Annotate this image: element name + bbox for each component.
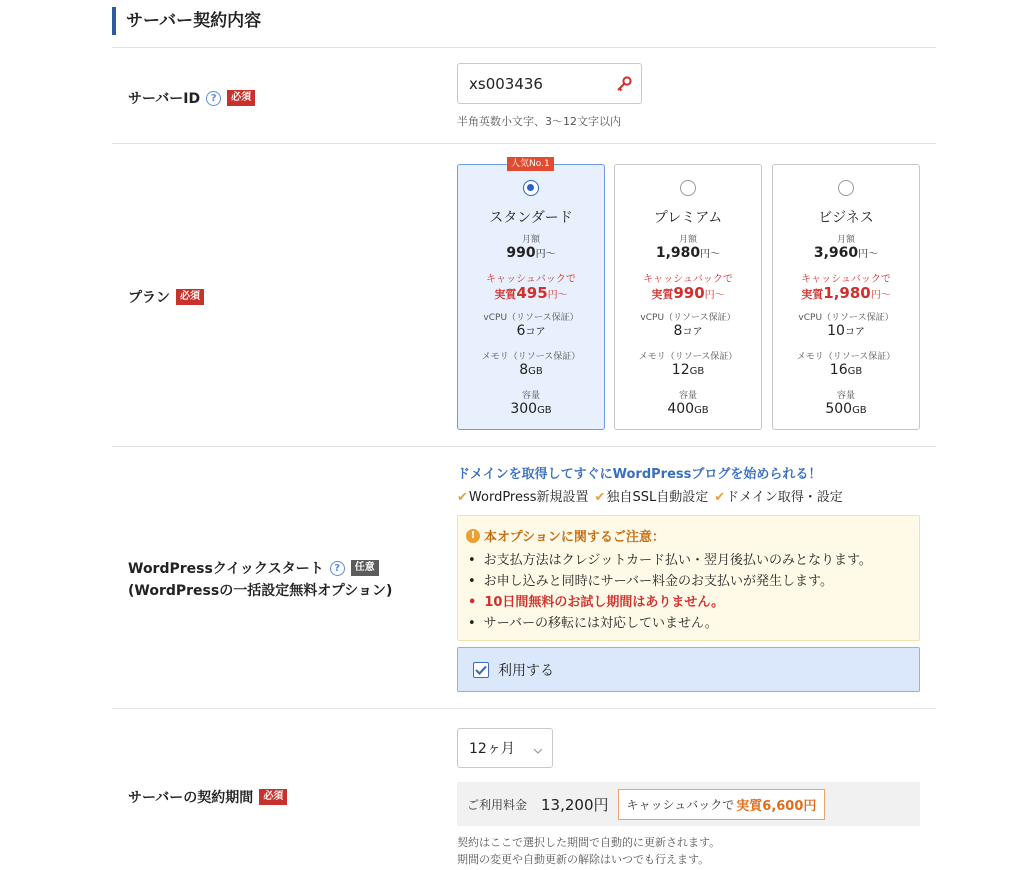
checkmark-icon: [475, 665, 487, 675]
use-label: 利用する: [498, 662, 554, 679]
storage-label: 容量: [521, 391, 540, 401]
notice-title: ! 本オプションに関するご注意：: [466, 526, 665, 545]
server-id-input[interactable]: [457, 63, 642, 104]
section-title: サーバー契約内容: [112, 7, 261, 35]
divider: [112, 143, 936, 144]
plan-name: ビジネス: [818, 210, 874, 226]
memory-label: メモリ（リソース保証）: [481, 352, 581, 362]
wordpress-label-text: WordPressクイックスタート: [128, 561, 324, 577]
divider: [112, 47, 936, 48]
wordpress-label: [128, 558, 379, 578]
popular-badge: 人気No.1: [507, 157, 554, 171]
notice-item: • お支払方法はクレジットカード払い・翌月後払いのみとなります。: [468, 550, 872, 571]
server-id-label: [128, 88, 255, 108]
memory-value: 8GB: [519, 362, 543, 378]
notice-list: [468, 550, 872, 634]
contract-note: 契約はここで選択した期間で自動的に更新されます。: [457, 836, 721, 849]
storage-label: 容量: [836, 391, 855, 401]
contract-period-value: 12ヶ月: [469, 741, 515, 757]
optional-badge: 任意: [351, 560, 379, 576]
notice-item: • サーバーの移転には対応していません。: [468, 613, 872, 634]
wordpress-headline: ドメインを取得してすぐにWordPressブログを始められる！: [457, 467, 822, 482]
vcpu-value: 10コア: [827, 323, 865, 339]
storage-label: 容量: [678, 391, 697, 401]
memory-label: メモリ（リソース保証）: [796, 352, 896, 362]
server-id-hint: 半角英数小文字、3〜12文字以内: [457, 115, 621, 128]
plan-radio-premium[interactable]: [680, 180, 696, 196]
plan-card-standard[interactable]: [457, 159, 605, 430]
required-badge: 必須: [259, 789, 287, 805]
check-icon: ✔: [714, 490, 726, 505]
monthly-price: 1,980円〜: [655, 245, 721, 261]
help-icon[interactable]: ?: [206, 91, 221, 106]
memory-label: メモリ（リソース保証）: [638, 352, 738, 362]
contract-label: [128, 787, 287, 807]
contract-period-select[interactable]: [457, 728, 553, 768]
effective-price: 実質495円〜: [494, 284, 568, 302]
required-badge: 必須: [176, 289, 204, 305]
use-wordpress-option[interactable]: [457, 647, 920, 692]
feature-item: ✔ドメイン取得・設定: [714, 490, 843, 505]
vcpu-value: 8コア: [673, 323, 703, 339]
contract-note: 期間の変更や自動更新の解除はいつでも行えます。: [457, 853, 710, 866]
effective-price: 実質1,980円〜: [801, 284, 891, 302]
storage-value: 500GB: [825, 401, 867, 417]
fee-value: 13,200円: [541, 795, 609, 814]
cashback-label: キャッシュバックで: [801, 274, 891, 285]
storage-value: 400GB: [667, 401, 709, 417]
server-id-value: xs003436: [469, 74, 543, 93]
vcpu-label: vCPU（リソース保証）: [798, 313, 894, 323]
plan-name: プレミアム: [653, 210, 723, 226]
contract-label-text: サーバーの契約期間: [128, 790, 254, 806]
cashback-box: キャッシュバックで 実質6,600円: [618, 789, 826, 820]
wordpress-sublabel: (WordPressの一括設定無料オプション): [128, 583, 393, 599]
divider: [112, 446, 936, 447]
check-icon: ✔: [457, 490, 468, 505]
plan-label-text: プラン: [128, 290, 170, 306]
monthly-label: 月額: [678, 235, 697, 245]
effective-price: 実質990円〜: [651, 284, 725, 302]
plan-name: スタンダード: [489, 210, 573, 226]
notice-item: • お申し込みと同時にサーバー料金のお支払いが発生します。: [468, 571, 872, 592]
warning-icon: !: [466, 529, 480, 543]
vcpu-label: vCPU（リソース保証）: [640, 313, 736, 323]
cashback-label: キャッシュバックで: [643, 274, 733, 285]
feature-item: ✔WordPress新規設置: [457, 490, 589, 505]
storage-value: 300GB: [510, 401, 552, 417]
fee-box: [457, 782, 920, 826]
feature-item: ✔独自SSL自動設定: [594, 490, 709, 505]
chevron-down-icon: [533, 743, 543, 759]
memory-value: 16GB: [829, 362, 863, 378]
wordpress-features: [457, 486, 843, 505]
required-badge: 必須: [227, 90, 255, 106]
use-checkbox[interactable]: [473, 662, 489, 678]
plan-radio-standard[interactable]: [523, 180, 539, 196]
plan-radio-business[interactable]: [838, 180, 854, 196]
monthly-price: 3,960円〜: [813, 245, 879, 261]
vcpu-value: 6コア: [516, 323, 546, 339]
memory-value: 12GB: [671, 362, 705, 378]
monthly-label: 月額: [521, 235, 540, 245]
divider: [112, 708, 936, 709]
cashback-label: キャッシュバックで: [486, 274, 576, 285]
notice-item-warning: • 10日間無料のお試し期間はありません。: [468, 592, 872, 613]
plan-card-premium[interactable]: [614, 164, 762, 430]
fee-label: ご利用料金: [467, 797, 528, 812]
monthly-label: 月額: [836, 235, 855, 245]
check-icon: ✔: [594, 490, 606, 505]
vcpu-label: vCPU（リソース保証）: [483, 313, 579, 323]
server-id-label-text: サーバーID: [128, 91, 201, 107]
plan-label: [128, 287, 204, 307]
help-icon[interactable]: ?: [330, 561, 345, 576]
monthly-price: 990円〜: [506, 245, 556, 261]
notice-box: [457, 515, 920, 641]
plan-card-business[interactable]: [772, 164, 920, 430]
key-icon[interactable]: [615, 75, 633, 97]
